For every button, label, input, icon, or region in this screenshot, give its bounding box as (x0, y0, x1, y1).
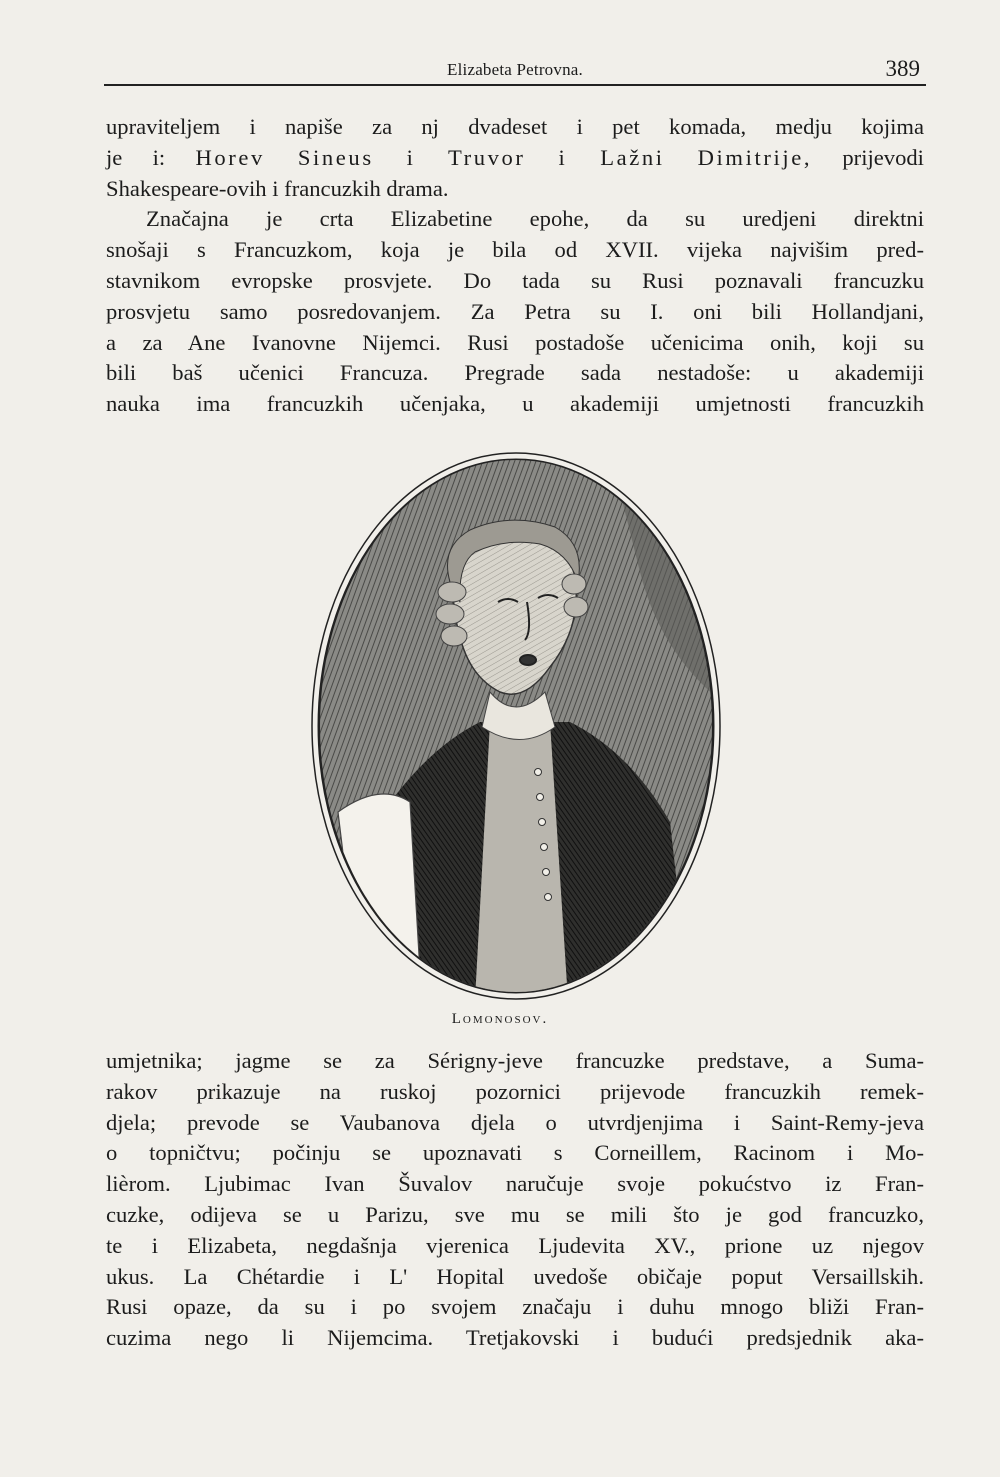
text-line: cuzima nego li Nijemcima. Tretjakovski i budući predsjednik aka- (106, 1325, 924, 1351)
text-line (106, 143, 924, 174)
figure-caption: Lomonosov. (451, 1011, 549, 1027)
text-line: lièrom. Ljubimac Ivan Šuvalov naručuje svoje pokućstvo iz Fran- (106, 1171, 924, 1197)
text-line: djela; prevode se Vaubanova djela o utvrdjenjima i Saint-Remy-jeva (106, 1109, 924, 1135)
text-line: a za Ane Ivanovne Nijemci. Rusi postadoše učenicima onih, koji su (106, 329, 924, 355)
header-rule (104, 84, 926, 86)
engraving-scene (310, 452, 722, 1000)
page-header (104, 54, 926, 90)
text-line: cuzke, odijeva se u Parizu, sve mu se mili što je god francuzko, (106, 1201, 924, 1227)
text-fragment: je i: (106, 144, 196, 170)
work-titles: Horev Sineus i Truvor i Lažni Dimitrije, (195, 144, 813, 170)
body-text-bottom (106, 1046, 924, 1354)
text-fragment: prijevodi (812, 144, 924, 170)
running-title: Elizabeta Petrovna. (447, 60, 583, 79)
text-line: Shakespeare-ovih i francuzkih drama. (106, 175, 449, 201)
text-line: Rusi opaze, da su i po svojem značaju i duhu mnogo bliži Fran- (106, 1294, 924, 1320)
body-text-top (106, 112, 924, 420)
paper-scroll (338, 794, 420, 972)
text-line: umjetnika; jagme se za Sérigny-jeve francuzke predstave, a Suma- (106, 1048, 924, 1073)
text-line: prosvjetu samo posredovanjem. Za Petra su I. oni bili Hollandjani, (106, 298, 924, 324)
page-number: 389 (885, 56, 920, 81)
text-line: ukus. La Chétardie i L' Hopital uvedoše običaje poput Versaillskih. (106, 1263, 924, 1289)
text-line: Značajna je crta Elizabetine epohe, da su uredjeni direktni (146, 206, 924, 232)
text-line: o topničtvu; počinju se upoznavati s Corneillem, Racinom i Mo- (106, 1140, 924, 1166)
text-line: bili baš učenici Francuza. Pregrade sada nestadoše: u akademiji (106, 360, 924, 386)
text-line: te i Elizabeta, negdašnja vjerenica Ljudevita XV., prione uz njegov (106, 1232, 924, 1258)
text-line: upraviteljem i napiše za nj dvadeset i pet komada, medju kojima (106, 114, 924, 139)
text-line: stavnikom evropske prosvjete. Do tada su Rusi poznavali francuzku (106, 267, 924, 293)
text-line: snošaji s Francuzkom, koja je bila od XVII. vijeka najvišim pred- (106, 237, 924, 263)
portrait-engraving (310, 452, 722, 1000)
text-line: rakov prikazuje na ruskoj pozornici prijevode francuzkih remek- (106, 1078, 924, 1104)
text-line: nauka ima francuzkih učenjaka, u akademiji umjetnosti francuzkih (106, 391, 924, 417)
